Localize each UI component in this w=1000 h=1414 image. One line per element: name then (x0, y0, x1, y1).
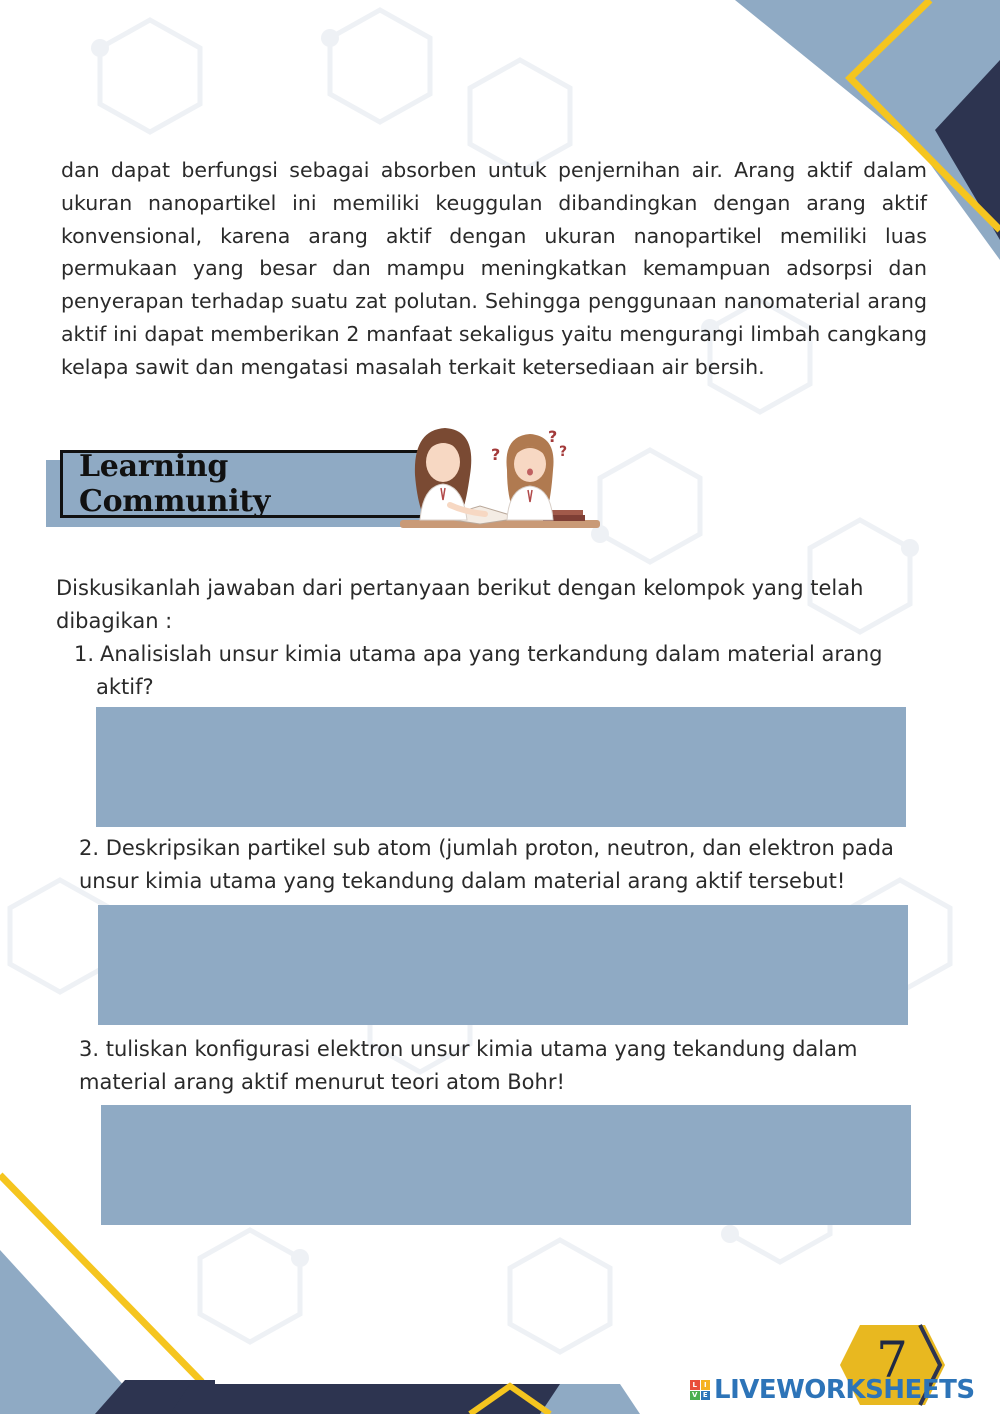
answer-box-3[interactable] (101, 1105, 911, 1225)
section-banner (60, 450, 432, 518)
liveworksheets-text: LIVEWORKSHEETS (714, 1375, 975, 1405)
intro-paragraph: dan dapat berfungsi sebagai absorben untuk penjernihan air. Arang aktif dalam ukuran nanopartikel ini memiliki keuggulan dibandingkan dengan arang aktif konvensional, karena arang aktif dengan ukuran nanopartikel memiliki luas permukaan yang besar dan mampu meningkatkan kemampuan adsorpsi dan penyerapan terhadap suatu zat polutan. Sehingga penggunaan nanomaterial arang aktif ini dapat memberikan 2 manfaat sekaligus yaitu mengurangi limbah cangkang kelapa sawit dan mengatasi masalah terkait ketersediaan air bersih. (61, 158, 927, 379)
answer-box-1[interactable] (96, 707, 906, 827)
svg-text:?: ? (559, 444, 568, 460)
svg-text:?: ? (491, 445, 501, 464)
question-1-number: 1. (74, 642, 95, 666)
students-illustration (395, 420, 605, 540)
question-3: 3. tuliskan konfigurasi elektron unsur kimia utama yang tekandung dalam material arang aktif menurut teori atom Bohr! (79, 1037, 858, 1094)
liveworksheets-watermark[interactable] (690, 1370, 975, 1410)
instruction-text: Diskusikanlah jawaban dari pertanyaan berikut dengan kelompok yang telah dibagikan : (56, 576, 864, 633)
page-number: 7 (876, 1331, 908, 1389)
question-1-text: Analisislah unsur kimia utama apa yang terkandung dalam material arang (100, 642, 883, 666)
question-1-text-cont: aktif? (96, 674, 154, 699)
question-1 (74, 638, 924, 703)
section-title: Learning Community (79, 449, 270, 519)
svg-text:?: ? (548, 427, 558, 446)
question-2: 2. Deskripsikan partikel sub atom (jumlah proton, neutron, dan elektron pada unsur kimia utama yang tekandung dalam material arang aktif tersebut! (79, 836, 894, 893)
liveworksheets-logo-icon: L I V E (690, 1380, 710, 1400)
answer-box-2[interactable] (98, 905, 908, 1025)
